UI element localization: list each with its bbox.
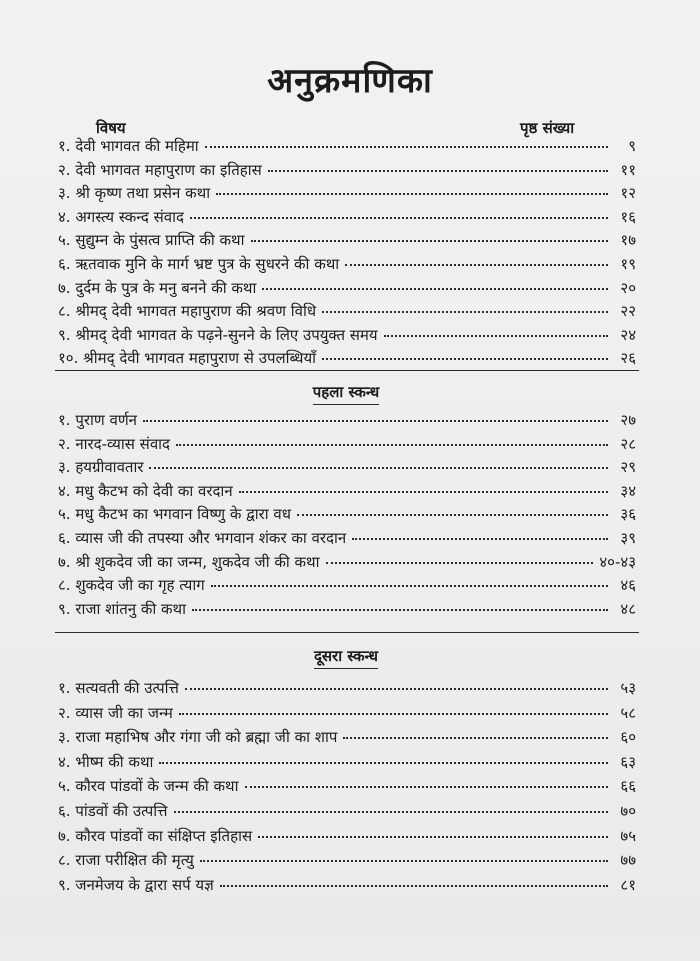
toc-entry-label: ६. पांडवों की उत्पत्ति [58,801,168,820]
toc-entry-page: ६६ [620,777,636,796]
toc-entry-label: ९. राजा शांतनु की कथा [58,599,187,618]
toc-entry-page: २९ [620,458,636,477]
toc-entry-page: ११ [620,160,636,179]
toc-entry-page: ६० [620,728,636,747]
page-title: अनुक्रमणिका [267,61,433,101]
dot-leader [384,325,608,337]
toc-entry [58,348,636,372]
toc-entry-page: ७७ [620,851,636,870]
toc-entry-label: १. सत्यवती की उत्पत्ति [58,679,179,697]
toc-entry [58,325,636,349]
toc-entry-page: ३९ [620,528,636,547]
page-bottom-margin [0,932,700,961]
dot-leader [297,504,608,516]
toc-entry-label: ४. अगस्त्य स्कन्द संवाद [58,207,184,226]
toc-entry-page: ४६ [620,576,636,595]
dot-leader [159,752,608,764]
section-divider [55,370,639,371]
dot-leader [352,528,608,540]
toc-entry [58,278,636,302]
toc-entry [58,727,636,752]
dot-leader [268,160,608,172]
dot-leader [211,575,608,587]
dot-leader [322,301,608,313]
dot-leader [190,207,608,219]
toc-entry [58,826,636,851]
toc-entry-page: १२ [620,184,636,203]
toc-entry-label: ७. कौरव पांडवों का संक्षिप्त इतिहास [58,826,253,845]
toc-entry-page: ८१ [620,875,636,894]
toc-entry [58,599,636,623]
section-heading-first [0,382,700,405]
subject-column-header: विषय [96,119,126,137]
toc-entry [58,575,636,599]
toc-entry [58,434,636,458]
toc-entry-page: १७ [620,231,636,250]
dot-leader [179,703,608,715]
toc-entry-page: ४८ [620,599,636,618]
toc-entry [58,207,636,231]
toc-entry-page: २८ [620,434,636,453]
dot-leader [262,278,608,290]
toc-entry-label: १. देवी भागवत की महिमा [58,137,199,155]
toc-entry [58,481,636,505]
dot-leader [258,826,608,838]
toc-entry-label: ३. हयग्रीवावतार [58,458,144,477]
dot-leader [205,136,608,148]
dot-leader [200,850,608,862]
toc-entry-page: १६ [620,207,636,226]
section2-toc-list [58,678,636,899]
page-number-column-header: पृष्ठ संख्या [520,119,575,137]
toc-entry [58,703,636,728]
toc-entry-page: २६ [620,349,636,368]
toc-entry-page: ७५ [620,826,636,845]
toc-entry-page: ६३ [620,752,636,771]
toc-entry-label: २. देवी भागवत महापुराण का इतिहास [58,160,262,179]
toc-entry-label: ३. राजा महाभिष और गंगा जी को ब्रह्मा जी का शाप [58,728,338,747]
dot-leader [176,434,608,446]
dot-leader [239,481,608,493]
toc-entry-label: ८. शुकदेव जी का गृह त्याग [58,576,205,595]
toc-entry-label: १०. श्रीमद् देवी भागवत महापुराण से उपलब्धियाँ [58,349,317,368]
section-divider [55,632,639,633]
toc-entry [58,850,636,875]
toc-entry-page: २७ [620,411,636,429]
intro-toc-list [58,136,636,372]
toc-entry-page: ३४ [620,481,636,500]
toc-entry-page: ९ [628,137,636,155]
toc-entry [58,160,636,184]
toc-entry-label: ९. जनमेजय के द्वारा सर्प यज्ञ [58,875,214,894]
dot-leader [192,599,608,611]
dot-leader [174,801,608,813]
dot-leader [251,230,608,242]
toc-entry-page: ३६ [620,505,636,524]
toc-entry-page: २४ [620,325,636,344]
toc-entry [58,504,636,528]
toc-entry-label: ७. दुर्दम के पुत्र के मनु बनने की कथा [58,278,257,297]
toc-entry-label: ५. सुद्युम्न के पुंसत्व प्राप्ति की कथा [58,231,245,250]
section-heading-label: दूसरा स्कन्ध [314,646,378,669]
dot-leader [345,254,608,266]
toc-entry-label: ८. राजा परीक्षित की मृत्यु [58,851,194,870]
toc-entry-label: ५. कौरव पांडवों के जन्म की कथा [58,777,239,796]
toc-entry-page: २२ [620,302,636,321]
toc-entry [58,136,636,160]
dot-leader [216,183,608,195]
toc-entry-label: ६. व्यास जी की तपस्या और भगवान शंकर का वरदान [58,528,347,547]
toc-entry [58,230,636,254]
dot-leader [245,776,609,788]
dot-leader [149,457,608,469]
toc-entry-label: २. नारद-व्यास संवाद [58,434,171,453]
toc-entry-page: ५३ [620,679,636,697]
toc-entry-page: ४०-४३ [599,552,636,571]
dot-leader [326,552,594,564]
toc-entry-label: ३. श्री कृष्ण तथा प्रसेन कथा [58,184,211,203]
toc-entry [58,410,636,434]
toc-entry-page: २० [620,278,636,297]
toc-entry-label: ५. मधु कैटभ का भगवान विष्णु के द्वारा वध [58,505,291,524]
toc-entry-label: १. पुराण वर्णन [58,411,137,429]
dot-leader [322,348,608,360]
toc-entry [58,457,636,481]
toc-entry-page: ५८ [620,703,636,722]
toc-entry [58,552,636,576]
toc-entry [58,678,636,703]
toc-entry-label: ९. श्रीमद् देवी भागवत के पढ़ने-सुनने के लिए उपयुक्त समय [58,325,378,344]
toc-entry [58,801,636,826]
dot-leader [343,727,608,739]
section1-toc-list [58,410,636,622]
section-heading-second [0,646,700,669]
toc-entry-page: ७० [620,801,636,820]
toc-entry [58,875,636,900]
toc-entry [58,183,636,207]
dot-leader [185,678,608,690]
toc-entry-label: ६. ऋतवाक मुनि के मार्ग भ्रष्ट पुत्र के सुधरने की कथा [58,254,340,273]
toc-entry-label: ७. श्री शुकदेव जी का जन्म, शुकदेव जी की कथा [58,552,320,571]
toc-entry [58,301,636,325]
toc-entry-label: ४. भीष्म की कथा [58,752,154,771]
toc-entry [58,752,636,777]
dot-leader [143,410,608,422]
toc-entry-label: ४. मधु कैटभ को देवी का वरदान [58,481,233,500]
toc-entry-label: २. व्यास जी का जन्म [58,703,173,722]
toc-entry-label: ८. श्रीमद् देवी भागवत महापुराण की श्रवण विधि [58,302,317,321]
toc-entry [58,254,636,278]
dot-leader [220,875,608,887]
toc-entry [58,528,636,552]
toc-entry-page: १९ [620,254,636,273]
toc-entry [58,776,636,801]
section-heading-label: पहला स्कन्ध [313,382,380,405]
